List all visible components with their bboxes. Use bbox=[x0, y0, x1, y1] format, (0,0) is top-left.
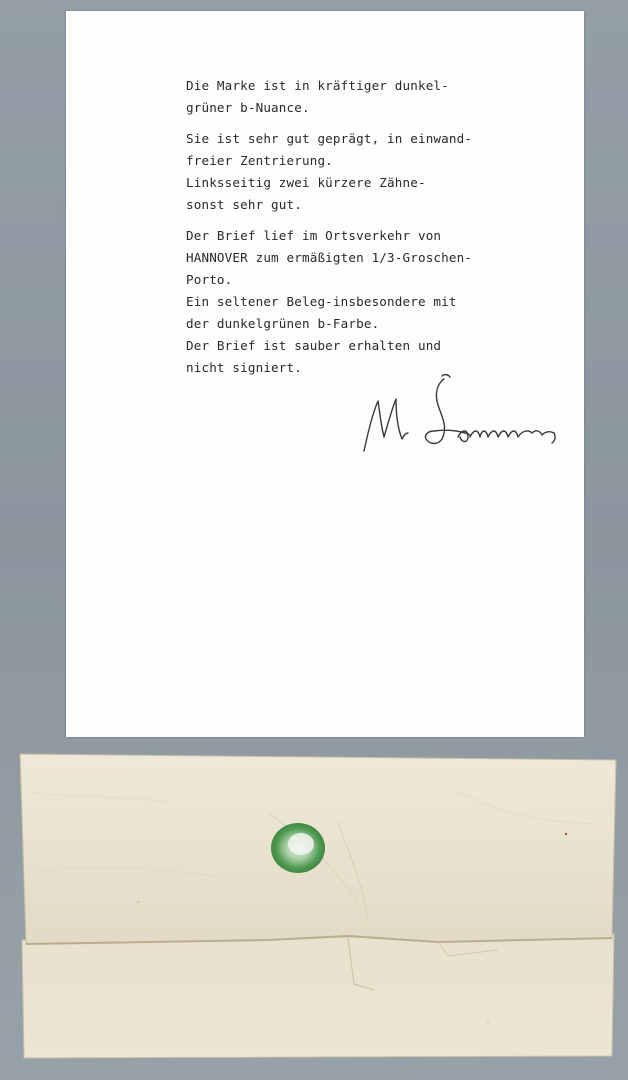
envelope-illustration bbox=[18, 752, 619, 1060]
letter-body bbox=[186, 75, 546, 388]
letter-page bbox=[66, 11, 584, 737]
text-line: der dunkelgrünen b-Farbe. bbox=[186, 316, 380, 331]
text-line: Porto. bbox=[186, 272, 233, 287]
paragraph-2 bbox=[186, 128, 546, 216]
paragraph-1 bbox=[186, 75, 546, 119]
text-line: grüner b-Nuance. bbox=[186, 100, 310, 115]
folded-envelope bbox=[18, 752, 619, 1060]
text-line: Die Marke ist in kräftiger dunkel- bbox=[186, 78, 449, 93]
text-line: Der Brief ist sauber erhalten und bbox=[186, 338, 442, 353]
text-line: freier Zentrierung. bbox=[186, 153, 333, 168]
text-line: Der Brief lief im Ortsverkehr von bbox=[186, 228, 442, 243]
text-line: sonst sehr gut. bbox=[186, 197, 302, 212]
text-line: HANNOVER zum ermäßigten 1/3-Groschen- bbox=[186, 250, 473, 265]
paragraph-3 bbox=[186, 225, 546, 379]
text-line: Sie ist sehr gut geprägt, in einwand- bbox=[186, 131, 473, 146]
text-line: nicht signiert. bbox=[186, 360, 302, 375]
text-line: Linksseitig zwei kürzere Zähne- bbox=[186, 175, 426, 190]
text-line: Ein seltener Beleg-insbesondere mit bbox=[186, 294, 457, 309]
handwritten-signature bbox=[358, 371, 568, 466]
